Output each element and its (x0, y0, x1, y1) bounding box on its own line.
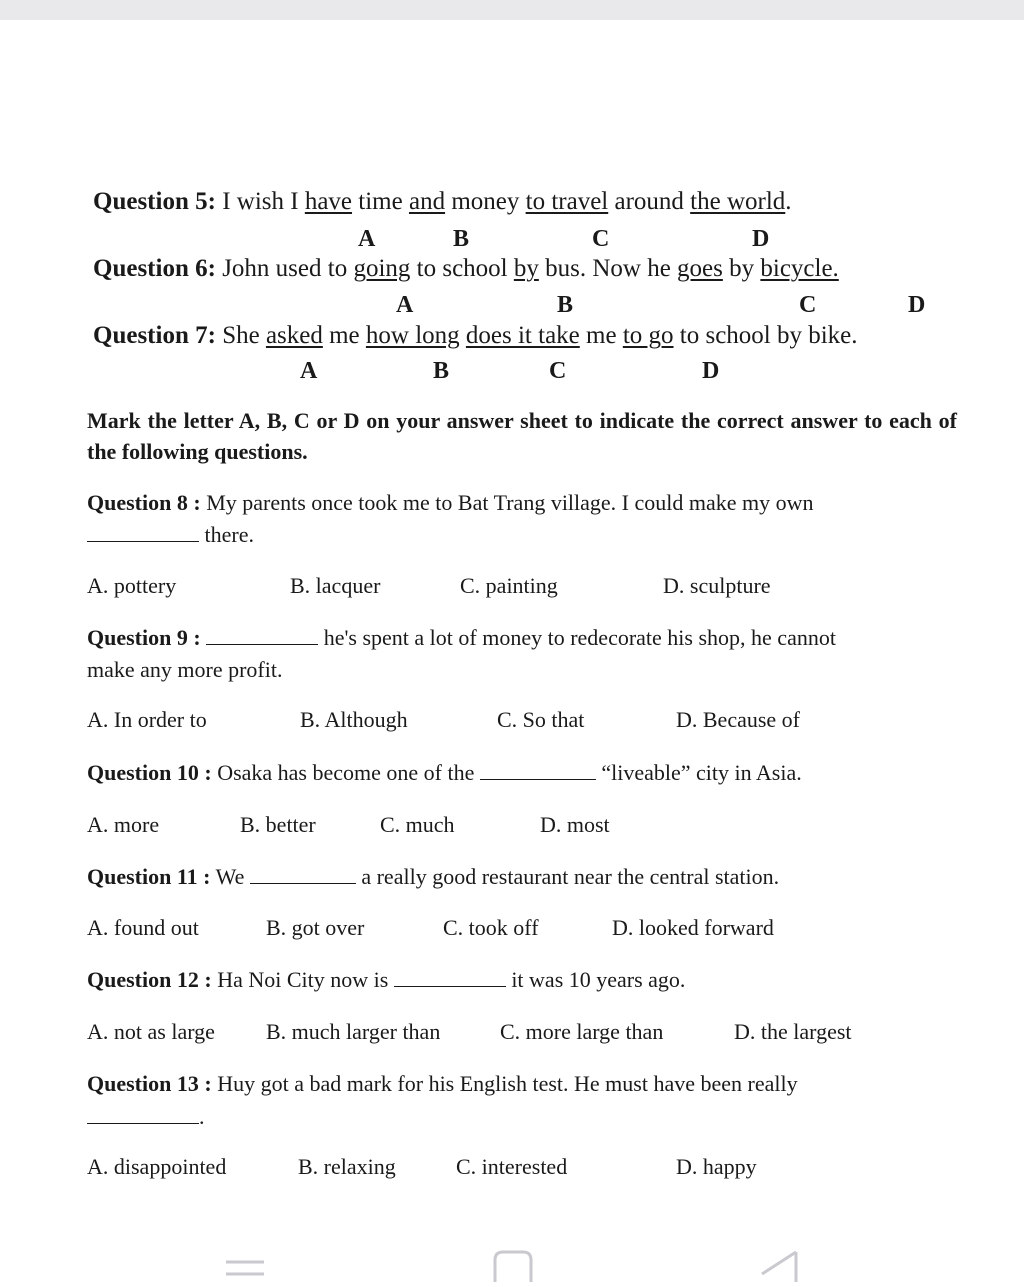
question-label: Question 10 : (87, 760, 212, 785)
underlined-b: and (408, 188, 446, 215)
menu-icon (224, 1250, 266, 1282)
question-6: Question 6: John used to going to school by bus. Now he goes by bicycle. (93, 255, 839, 282)
underlined-a: going (353, 255, 411, 282)
question-label: Question 13 : (87, 1071, 212, 1096)
instruction: Mark the letter A, B, C or D on your answer sheet to indicate the correct answer to each of the following questions. (87, 408, 957, 464)
status-bar (0, 0, 1024, 20)
letter-b: B (453, 226, 470, 252)
answer-blank (87, 523, 199, 542)
question-12: Question 12 : Ha Noi City now is it was 10 years ago. (87, 967, 686, 992)
option-a: A. not as large (87, 1019, 215, 1044)
question-9: Question 9 : he's spent a lot of money to redecorate his shop, he cannot (87, 625, 836, 650)
option-b: B. lacquer (290, 573, 381, 598)
question-13: Question 13 : Huy got a bad mark for his English test. He must have been really (87, 1071, 798, 1096)
underlined-b: how long (365, 322, 460, 349)
option-d: D. looked forward (612, 915, 774, 940)
question-11: Question 11 : We a really good restaurant near the central station. (87, 864, 780, 889)
option-b: B. much larger than (266, 1019, 441, 1044)
answer-blank (87, 1105, 199, 1124)
option-c: C. much (380, 812, 455, 837)
answer-blank (206, 626, 318, 645)
question-label: Question 9 : (87, 625, 201, 650)
option-c: C. took off (443, 915, 539, 940)
option-d: D. Because of (676, 707, 801, 732)
option-a: A. disappointed (87, 1154, 227, 1179)
question-7: Question 7: She asked me how long does it take me to go to school by bike. (93, 322, 858, 349)
option-d: D. happy (676, 1154, 757, 1179)
back-button[interactable] (758, 1250, 798, 1287)
home-button[interactable] (493, 1250, 533, 1287)
question-9-line2: make any more profit. (87, 657, 283, 682)
letter-b: B (557, 292, 574, 318)
letter-c: C (592, 226, 610, 252)
letter-a: A (300, 358, 318, 384)
question-label: Question 12 : (87, 967, 212, 992)
answer-blank (480, 761, 596, 780)
option-a: A. more (87, 812, 160, 837)
option-b: B. got over (266, 915, 365, 940)
underlined-a: have (304, 188, 353, 215)
letter-a: A (396, 292, 414, 318)
home-icon (493, 1250, 533, 1282)
underlined-d: bicycle. (760, 255, 839, 282)
letter-a: A (358, 226, 376, 252)
option-b: B. Although (300, 707, 408, 732)
question-label: Question 8 : (87, 490, 201, 515)
option-d: D. most (540, 812, 610, 837)
option-a: A. In order to (87, 707, 207, 732)
underlined-b: by (513, 255, 539, 282)
menu-button[interactable] (224, 1250, 266, 1287)
question-10: Question 10 : Osaka has become one of the “liveable” city in Asia. (87, 760, 802, 785)
underlined-c: to travel (525, 188, 609, 215)
question-label: Question 5: (93, 188, 216, 215)
option-c: C. interested (456, 1154, 568, 1179)
question-label: Question 7: (93, 322, 216, 349)
option-d: D. the largest (734, 1019, 852, 1044)
question-label: Question 6: (93, 255, 216, 282)
question-13-line2: . (87, 1104, 205, 1130)
underlined-c: goes (677, 255, 723, 282)
letter-c: C (799, 292, 817, 318)
letter-d: D (908, 292, 926, 318)
option-c: C. So that (497, 707, 585, 732)
answer-blank (250, 865, 356, 884)
option-d: D. sculpture (663, 573, 771, 598)
letter-c: C (549, 358, 567, 384)
option-b: B. relaxing (298, 1154, 396, 1179)
navigation-bar (0, 1230, 1024, 1281)
back-icon (758, 1250, 798, 1282)
underlined-c: does it take (465, 322, 580, 349)
letter-d: D (752, 226, 770, 252)
underlined-d: the world (690, 188, 786, 215)
letter-b: B (433, 358, 450, 384)
option-c: C. painting (460, 573, 558, 598)
question-8-line2: there. (87, 522, 254, 548)
answer-blank (394, 968, 506, 987)
question-8: Question 8 : My parents once took me to Bat Trang village. I could make my own (87, 490, 814, 515)
underlined-a: asked (265, 322, 323, 349)
underlined-d: to go (622, 322, 674, 349)
option-a: A. pottery (87, 573, 177, 598)
option-a: A. found out (87, 915, 199, 940)
question-5: Question 5: I wish I have time and money to travel around the world. (93, 188, 792, 215)
option-c: C. more large than (500, 1019, 664, 1044)
question-label: Question 11 : (87, 864, 211, 889)
letter-d: D (702, 358, 720, 384)
option-b: B. better (240, 812, 316, 837)
